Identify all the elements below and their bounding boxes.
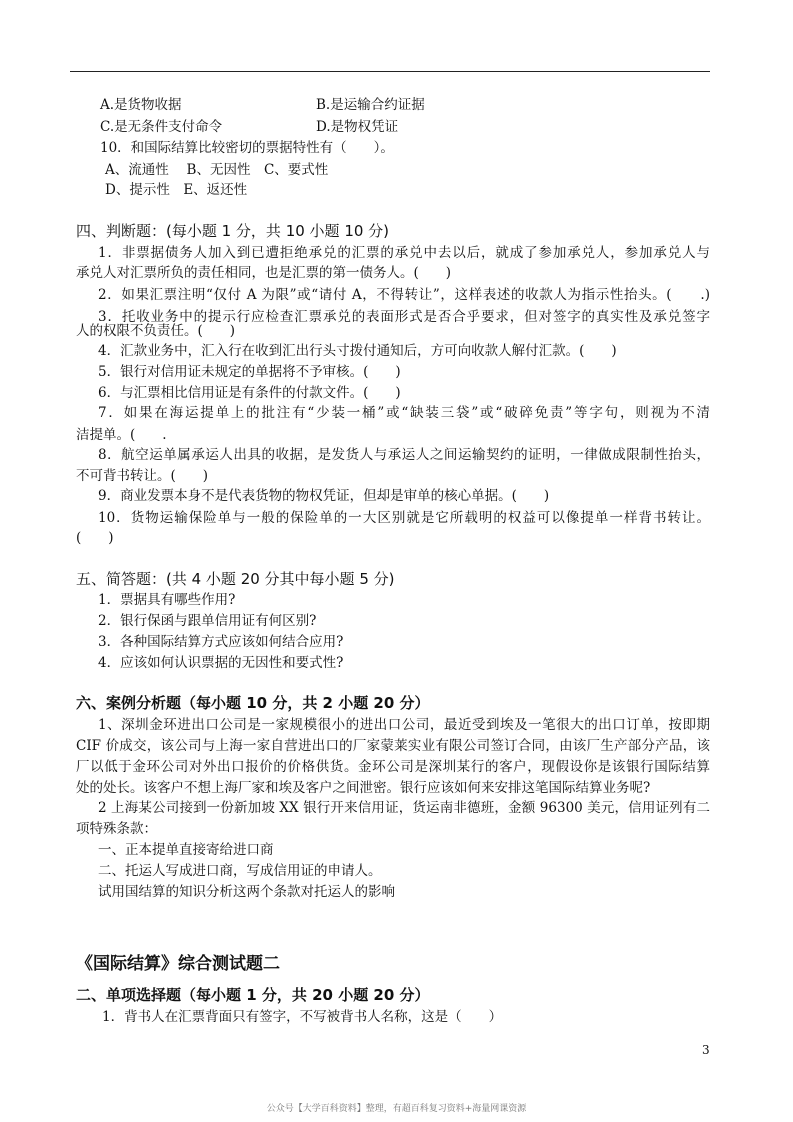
case-clause: 二、托运人写成进口商，写成信用证的申请人。 (98, 863, 382, 879)
case-text: 处的处长。该客户不想上海厂家和埃及客户之间泄密。银行应该如何来安排这笔国际结算业务呢? (76, 780, 651, 796)
judgment-item: 1．非票据债务人加入到已遭拒绝承兑的汇票的承兑中去以后，就成了参加承兑人，参加承兑人与 (98, 245, 710, 261)
option-c: C.是无条件支付命令 (100, 119, 223, 135)
option-d: D.是物权凭证 (316, 119, 399, 135)
footer-watermark: 公众号【大学百科资料】整理，有超百科复习资料+海量网课资源 (266, 1104, 527, 1114)
judgment-item: 2．如果汇票注明“仅付 A 为限”或“请付 A，不得转让”，这样表述的收款人为指示性抬头。( .) (98, 287, 710, 303)
section-heading: 六、案例分析题（每小题 10 分，共 2 小题 20 分） (76, 694, 430, 712)
judgment-item: ( ) (76, 530, 114, 546)
section-heading: 四、判断题：(每小题 1 分，共 10 小题 10 分) (76, 222, 390, 240)
judgment-item: 人的权限不负责任。( ) (76, 323, 236, 339)
short-answer-item: 2．银行保函与跟单信用证有何区别? (98, 613, 317, 629)
page-number: 3 (702, 1043, 710, 1057)
case-clause: 一、正本提单直接寄给进口商 (98, 842, 274, 858)
judgment-item: 7．如果在海运提单上的批注有“少装一桶”或“缺装三袋”或“破碎免责”等字句，则视为不清 (98, 405, 710, 421)
judgment-item: 6．与汇票相比信用证是有条件的付款文件。( ) (98, 385, 401, 401)
case-text: 项特殊条款： (76, 821, 157, 837)
judgment-item: 不可背书转让。( ) (76, 468, 209, 484)
question-10-options: A、流通性 B、无因性 C、要式性 (105, 162, 329, 178)
judgment-item: 承兑人对汇票所负的责任相同，也是汇票的第一债务人。( ) (76, 265, 452, 281)
header-rule (70, 71, 710, 72)
case-text: CIF 价成交，该公司与上海一家自营进出口的厂家蒙莱实业有限公司签订合同，由该厂生产部分产品，该 (76, 738, 710, 754)
case-text: 1、深圳金环进出口公司是一家规模很小的进出口公司，最近受到埃及一笔很大的出口订单，按即期 (98, 717, 710, 733)
case-question: 试用国结算的知识分析这两个条款对托运人的影响 (98, 884, 395, 900)
short-answer-item: 4．应该如何认识票据的无因性和要式性? (98, 655, 344, 671)
question-10: 10．和国际结算比较密切的票据特性有（ ）。 (100, 140, 394, 156)
judgment-item: 8．航空运单属承运人出具的收据，是发货人与承运人之间运输契约的证明，一律做成限制性抬头， (98, 447, 710, 463)
option-b: B.是运输合约证据 (316, 97, 425, 113)
judgment-item: 4．汇款业务中，汇入行在收到汇出行头寸拨付通知后，方可向收款人解付汇款。( ) (98, 343, 617, 359)
judgment-item: 3．托收业务中的提示行应检查汇票承兑的表面形式是否合乎要求，但对签字的真实性及承兑签字 (98, 309, 710, 325)
choice-question: 1．背书人在汇票背面只有签字，不写被背书人名称，这是（ ） (102, 1009, 503, 1025)
judgment-item: 洁提单。( . (76, 427, 167, 443)
case-text: 2 上海某公司接到一份新加坡 XX 银行开来信用证，货运南非德班，金额 96300 美元，信用证列有二 (98, 800, 710, 816)
question-10-options: D、提示性 E、返还性 (105, 182, 248, 198)
judgment-item: 5．银行对信用证未规定的单据将不予审核。( ) (98, 364, 401, 380)
short-answer-item: 3．各种国际结算方式应该如何结合应用? (98, 634, 344, 650)
section-heading: 二、单项选择题（每小题 1 分，共 20 小题 20 分） (76, 986, 430, 1004)
short-answer-item: 1．票据具有哪些作用? (98, 592, 236, 608)
judgment-item: 9．商业发票本身不是代表货物的物权凭证，但却是审单的核心单据。( ) (98, 488, 550, 504)
test-title: 《国际结算》综合测试题二 (76, 954, 280, 974)
judgment-item: 10．货物运输保险单与一般的保险单的一大区别就是它所载明的权益可以像提单一样背书转让。 (98, 510, 710, 526)
option-a: A.是货物收据 (100, 97, 182, 113)
case-text: 厂以低于金环公司对外出口报价的价格供货。金环公司是深圳某行的客户，现假设你是该银行国际结算 (76, 759, 710, 775)
section-heading: 五、简答题：(共 4 小题 20 分其中每小题 5 分) (76, 570, 395, 588)
